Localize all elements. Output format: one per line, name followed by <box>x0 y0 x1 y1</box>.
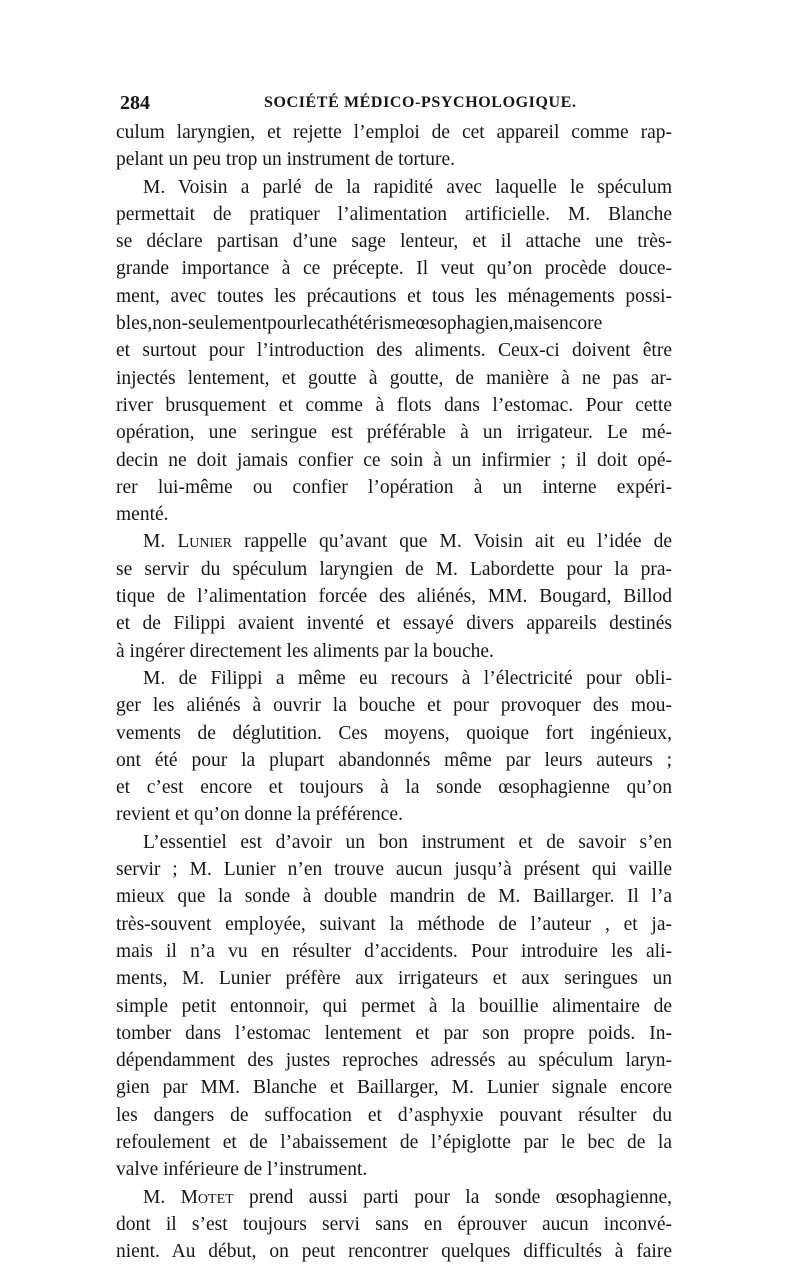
text-line: decin ne doit jamais confier ce soin à un infirmier ; il doit opé- <box>116 449 672 471</box>
text-line: revient et qu’on donne la préférence. <box>116 804 403 826</box>
text-line: rer lui-même ou confier l’opération à un interne expéri- <box>116 476 672 498</box>
text-line: bles,non-seulementpourlecathétérismeœsophagien,maisencore <box>116 313 603 335</box>
text-line: très-souvent employée, suivant la méthode de l’auteur , et ja- <box>116 913 672 935</box>
text-line: dont il s’est toujours servi sans en éprouver aucun inconvé- <box>116 1213 672 1235</box>
text-line: river brusquement et comme à flots dans l’estomac. Pour cette <box>116 394 672 416</box>
text-line: tique de l’alimentation forcée des aliénés, MM. Bougard, Billod <box>116 586 672 608</box>
paragraph-start-line: M. Voisin a parlé de la rapidité avec laquelle le spéculum <box>143 176 672 198</box>
paragraph-start-line: L’essentiel est d’avoir un bon instrument et de savoir s’en <box>143 831 672 853</box>
speaker-name: Motet <box>180 1186 234 1208</box>
running-title: SOCIÉTÉ MÉDICO-PSYCHOLOGIQUE. <box>264 94 577 111</box>
text-line: se déclare partisan d’une sage lenteur, et il attache une très- <box>116 231 672 253</box>
paragraph-start-line: M. Motet prend aussi parti pour la sonde œsophagienne, <box>143 1186 673 1208</box>
text-line: vements de déglutition. Ces moyens, quoique fort ingénieux, <box>116 722 672 744</box>
text-line: mais il n’a vu en résulter d’accidents. Pour introduire les ali- <box>116 940 672 962</box>
text-line: pelant un peu trop un instrument de torture. <box>116 149 456 171</box>
text-line: permettait de pratiquer l’alimentation artificielle. M. Blanche <box>116 203 672 225</box>
body-text <box>116 119 672 1265</box>
paragraph-start-line: M. Lunier rappelle qu’avant que M. Voisin ait eu l’idée de <box>143 531 673 553</box>
paragraph-start-line: M. de Filippi a même eu recours à l’électricité pour obli- <box>143 667 672 689</box>
text-line: à ingérer directement les aliments par la bouche. <box>116 640 494 662</box>
text-line: ment, avec toutes les précautions et tous les ménagements possi- <box>116 285 672 307</box>
text-line: ger les aliénés à ouvrir la bouche et pour provoquer des mou- <box>116 695 672 717</box>
text-line: les dangers de suffocation et d’asphyxie pouvant résulter du <box>116 1104 672 1126</box>
speaker-name: Lunier <box>177 531 232 553</box>
text-fragment: prend aussi parti pour la sonde œsophagienne, <box>233 1186 673 1208</box>
text-line: ments, M. Lunier préfère aux irrigateurs et aux seringues un <box>116 968 672 990</box>
text-line: nient. Au début, on peut rencontrer quelques difficultés à faire <box>116 1241 672 1263</box>
text-fragment: rappelle qu’avant que M. Voisin ait eu l’idée de <box>232 531 673 553</box>
text-line: se servir du spéculum laryngien de M. Labordette pour la pra- <box>116 558 672 580</box>
text-line: et c’est encore et toujours à la sonde œsophagienne qu’on <box>116 777 672 799</box>
text-line: tomber dans l’estomac lentement et par son propre poids. In- <box>116 1022 672 1044</box>
text-line: et de Filippi avaient inventé et essayé divers appareils destinés <box>116 613 672 635</box>
text-line: ont été pour la plupart abandonnés même par leurs auteurs ; <box>116 749 672 771</box>
text-line: servir ; M. Lunier n’en trouve aucun jusqu’à présent qui vaille <box>116 859 672 881</box>
text-line: dépendamment des justes reproches adressés au spéculum laryn- <box>116 1050 672 1072</box>
running-head <box>114 92 670 118</box>
text-line: valve inférieure de l’instrument. <box>116 1159 368 1181</box>
page-number: 284 <box>120 92 150 114</box>
text-line: grande importance à ce précepte. Il veut qu’on procède douce- <box>116 258 672 280</box>
text-line: culum laryngien, et rejette l’emploi de cet appareil comme rap- <box>116 122 672 143</box>
text-line: gien par MM. Blanche et Baillarger, M. Lunier signale encore <box>116 1077 672 1099</box>
text-line: et surtout pour l’introduction des aliments. Ceux-ci doivent être <box>116 340 672 362</box>
text-line: simple petit entonnoir, qui permet à la bouillie alimentaire de <box>116 995 672 1017</box>
text-line: injectés lentement, et goutte à goutte, de manière à ne pas ar- <box>116 367 672 389</box>
text-line: opération, une seringue est préférable à un irrigateur. Le mé- <box>116 422 672 444</box>
text-line: menté. <box>116 504 169 526</box>
text-line: refoulement et de l’abaissement de l’épiglotte par le bec de la <box>116 1131 672 1153</box>
text-line: mieux que la sonde à double mandrin de M. Baillarger. Il l’a <box>116 886 672 908</box>
